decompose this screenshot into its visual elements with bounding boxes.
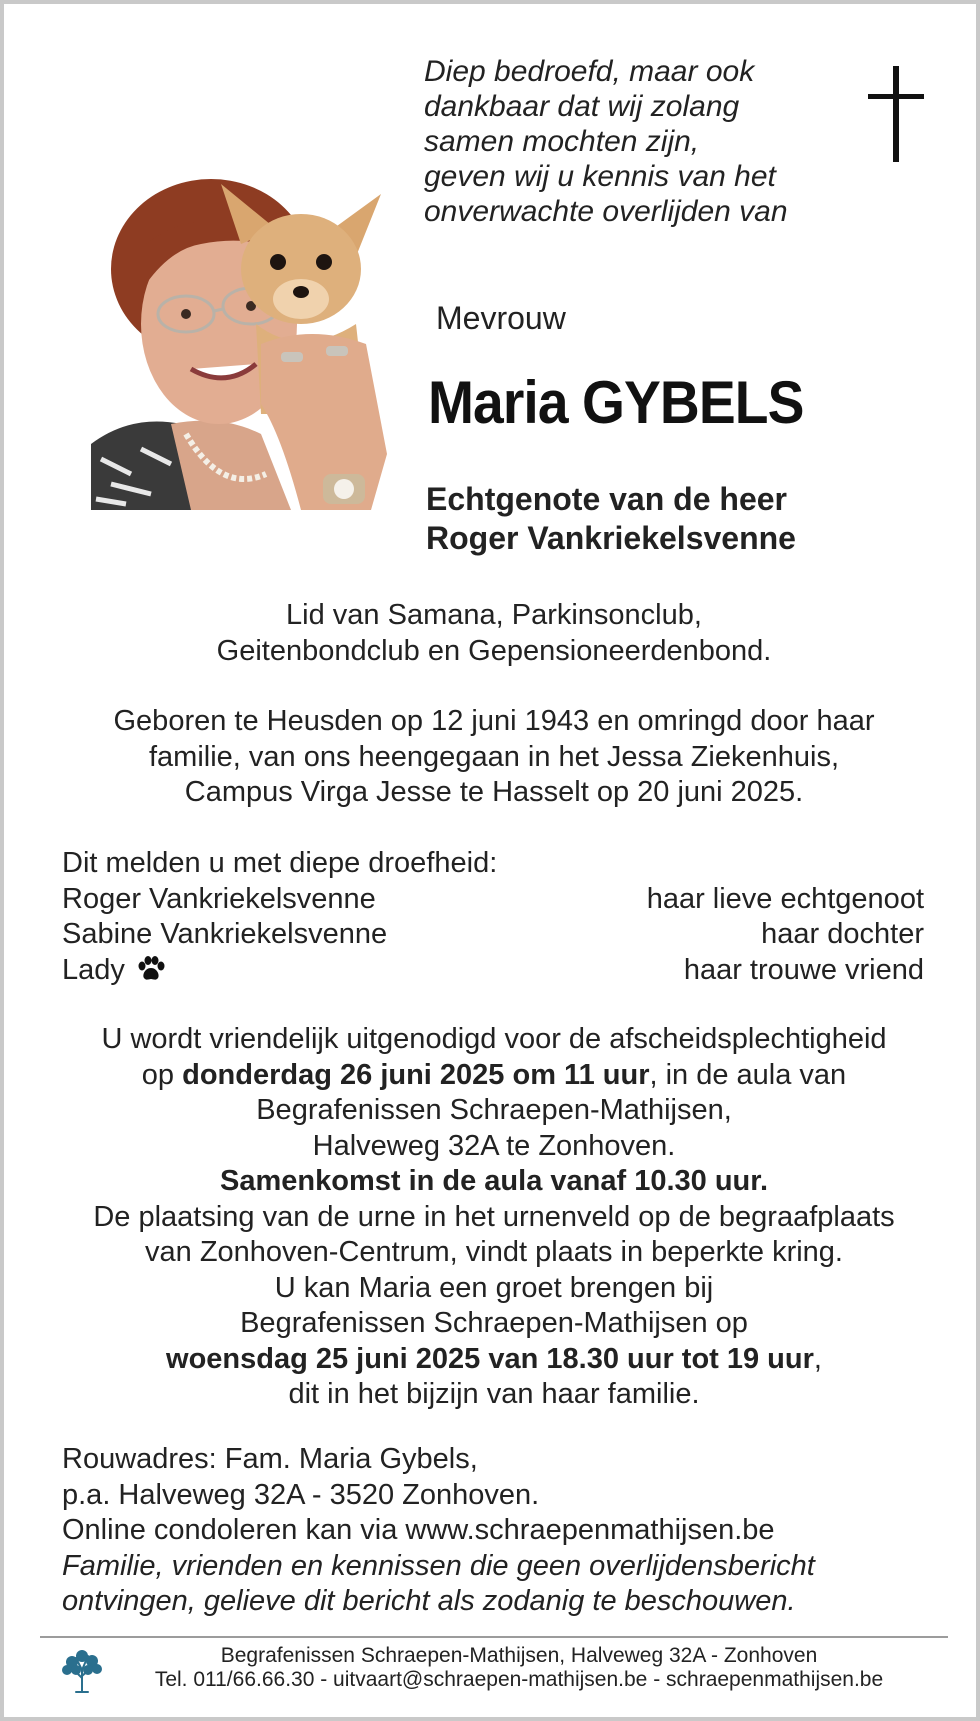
ceremony-text: , in de aula van — [649, 1058, 847, 1091]
birth-death-line: Campus Virga Jesse te Hasselt op 20 juni 2025. — [184, 776, 804, 808]
footer-line: Begrafenissen Schraepen-Mathijsen, Halveweg 32A - Zonhoven — [220, 1644, 818, 1667]
ceremony-line: dit in het bijzijn van haar familie. — [288, 1378, 700, 1410]
mourner-name-with-icon — [62, 953, 165, 989]
address-line: Rouwadres: Fam. Maria Gybels, — [62, 1443, 478, 1475]
notice-line: Familie, vrienden en kennissen die geen overlijdensbericht — [62, 1549, 815, 1582]
intro-text — [424, 54, 824, 229]
ceremony-text: op — [141, 1058, 183, 1091]
spouse-info — [426, 480, 796, 558]
portrait-photo — [91, 174, 387, 510]
birth-death-line: Geboren te Heusden op 12 juni 1943 en omringd door haar — [113, 705, 875, 737]
ceremony-date: donderdag 26 juni 2025 om 11 uur — [182, 1058, 650, 1091]
mourner-row — [62, 917, 924, 953]
footer-contact-line: Tel. 011/66.66.30 - uitvaart@schraepen-mathijsen.be - schraepenmathijsen.be — [154, 1668, 884, 1691]
ceremony-line: De plaatsing van de urne in het urnenveld op de begraafplaats — [93, 1200, 895, 1233]
ceremony-line: van Zonhoven-Centrum, vindt plaats in beperkte kring. — [145, 1236, 843, 1268]
ceremony-text: , — [813, 1342, 822, 1375]
address-block — [62, 1442, 815, 1620]
mourner-name: Lady — [62, 953, 125, 986]
intro-line: geven wij u kennis van het — [424, 160, 776, 193]
footer-divider — [40, 1636, 948, 1638]
intro-line: onverwachte overlijden van — [424, 195, 788, 228]
salutation: Mevrouw — [436, 300, 566, 336]
ceremony-line: U wordt vriendelijk uitgenodigd voor de afscheidsplechtigheid — [101, 1023, 887, 1055]
visit-date: woensdag 25 juni 2025 van 18.30 uur tot 19 uur — [166, 1342, 814, 1375]
mourner-name: Sabine Vankriekelsvenne — [62, 918, 388, 950]
spouse-line: Roger Vankriekelsvenne — [426, 520, 796, 556]
ceremony-line: U kan Maria een groet brengen bij — [274, 1271, 714, 1304]
address-line: p.a. Halveweg 32A - 3520 Zonhoven. — [62, 1478, 540, 1511]
birth-death-line: familie, van ons heengegaan in het Jessa Ziekenhuis, — [149, 740, 839, 773]
latin-cross-icon — [868, 66, 924, 162]
membership-block — [4, 598, 980, 669]
mourners-heading: Dit melden u met diepe droefheid: — [62, 847, 498, 879]
intro-line: samen mochten zijn, — [424, 125, 700, 158]
condolence-link-line: Online condoleren kan via www.schraepenmathijsen.be — [62, 1514, 775, 1546]
membership-line: Lid van Samana, Parkinsonclub, — [286, 599, 702, 631]
ceremony-line: Begrafenissen Schraepen-Mathijsen, — [256, 1094, 732, 1126]
ceremony-line: Halveweg 32A te Zonhoven. — [312, 1129, 676, 1162]
mourner-row — [62, 882, 924, 918]
footer-info — [106, 1644, 932, 1692]
tree-logo-icon — [60, 1648, 104, 1694]
notice-line: ontvingen, gelieve dit bericht als zodanig te beschouwen. — [62, 1585, 796, 1617]
ceremony-block — [4, 1022, 980, 1413]
mourner-relation: haar dochter — [761, 918, 924, 950]
membership-line: Geitenbondclub en Gepensioneerdenbond. — [216, 634, 772, 667]
ceremony-line — [4, 1342, 980, 1378]
mourner-relation: haar lieve echtgenoot — [646, 882, 924, 915]
spouse-line: Echtgenote van de heer — [426, 481, 787, 517]
birth-death-block — [4, 704, 980, 811]
intro-line: dankbaar dat wij zolang — [424, 90, 740, 123]
ceremony-line — [4, 1058, 980, 1094]
intro-line: Diep bedroefd, maar ook — [424, 55, 755, 88]
paw-icon — [137, 956, 165, 982]
mourner-row — [62, 953, 924, 989]
mourner-name: Roger Vankriekelsvenne — [62, 882, 376, 915]
gathering-time: Samenkomst in de aula vanaf 10.30 uur. — [220, 1165, 768, 1197]
ceremony-line: Begrafenissen Schraepen-Mathijsen op — [240, 1307, 748, 1339]
mourners-block — [62, 846, 924, 988]
deceased-name: Maria GYBELS — [428, 369, 804, 436]
mourner-relation: haar trouwe vriend — [683, 953, 924, 986]
